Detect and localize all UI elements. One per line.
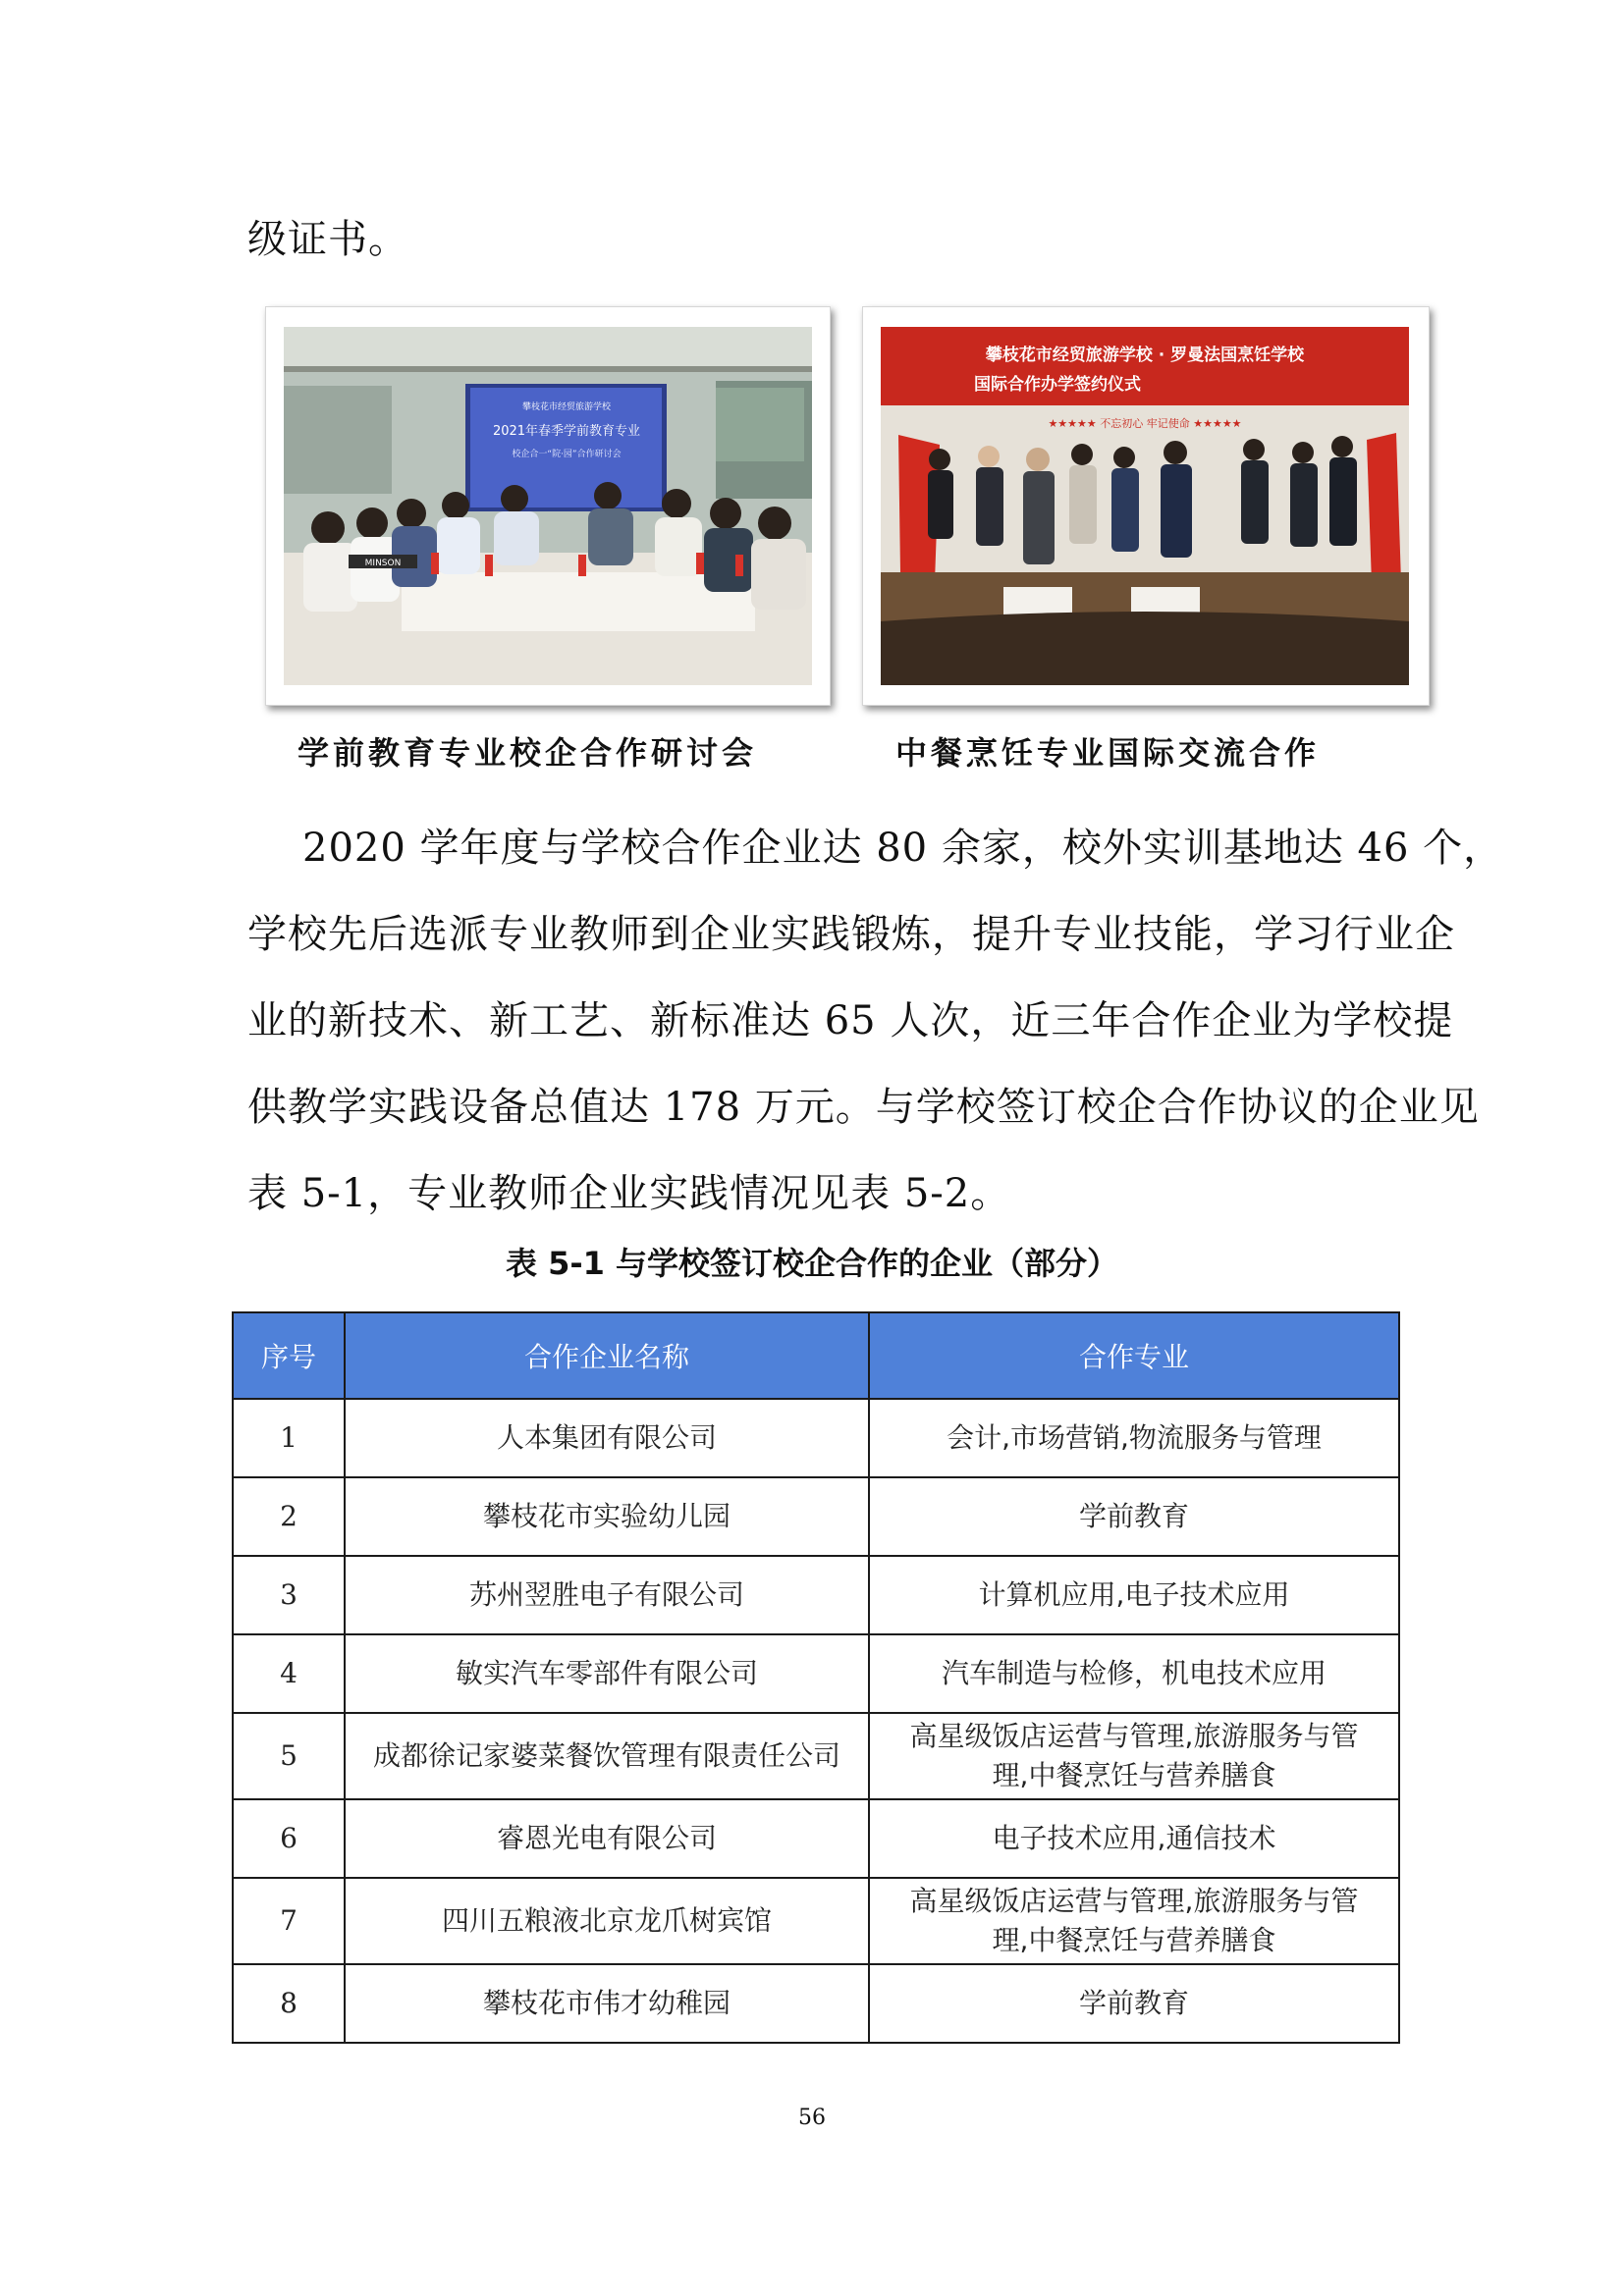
header-serial-number: 序号 (233, 1312, 345, 1399)
table-title: 表 5-1 与学校签订校企合作的企业（部分） (505, 1245, 1119, 1282)
cell-serial-number: 8 (233, 1964, 345, 2043)
cell-enterprise-name: 人本集团有限公司 (345, 1399, 869, 1477)
cell-cooperation-major (869, 1713, 1399, 1799)
signing-ceremony-photo (862, 306, 1430, 706)
cell-serial-number: 4 (233, 1634, 345, 1713)
table-header-row (233, 1312, 1399, 1399)
paragraph-line: 学校先后选派专业教师到企业实践锻炼，提升专业技能，学习行业企 (247, 912, 1455, 957)
cell-cooperation-major: 学前教育 (869, 1964, 1399, 2043)
carry-over-text: 级证书。 (247, 217, 408, 262)
cell-major-line: 理,中餐烹饪与营养膳食 (992, 1924, 1276, 1956)
cell-cooperation-major: 学前教育 (869, 1477, 1399, 1556)
ceremony-wall-slogan: ★★★★★ 不忘初心 牢记使命 ★★★★★ (1048, 417, 1242, 430)
cell-enterprise-name: 敏实汽车零部件有限公司 (345, 1634, 869, 1713)
table-row (233, 1964, 1399, 2043)
seminar-screen-line3: 校企合一“院·园”合作研讨会 (512, 450, 622, 459)
page-number: 56 (798, 2106, 826, 2130)
table-row (233, 1399, 1399, 1477)
cell-enterprise-name: 四川五粮液北京龙爪树宾馆 (345, 1878, 869, 1964)
table-row (233, 1799, 1399, 1878)
seminar-photo (265, 306, 831, 706)
paragraph-line: 供教学实践设备总值达 178 万元。与学校签订校企合作协议的企业见 (247, 1085, 1480, 1130)
cell-enterprise-name: 攀枝花市实验幼儿园 (345, 1477, 869, 1556)
photo-caption-ceremony: 中餐烹饪专业国际交流合作 (895, 734, 1321, 772)
seminar-screen-line2: 2021年春季学前教育专业 (492, 424, 641, 439)
header-enterprise-name: 合作企业名称 (345, 1312, 869, 1399)
table-row (233, 1878, 1399, 1964)
cell-major-line: 高星级饭店运营与管理,旅游服务与管 (909, 1720, 1359, 1752)
ceremony-banner-line2: 国际合作办学签约仪式 (974, 375, 1141, 395)
photo-caption-seminar: 学前教育专业校企合作研讨会 (298, 734, 758, 772)
cell-serial-number: 2 (233, 1477, 345, 1556)
cooperation-enterprise-table (232, 1311, 1400, 2044)
paragraph-line: 2020 学年度与学校合作企业达 80 余家，校外实训基地达 46 个， (302, 826, 1504, 871)
body-paragraph (247, 805, 1504, 1237)
cell-serial-number: 5 (233, 1713, 345, 1799)
cell-enterprise-name: 苏州翌胜电子有限公司 (345, 1556, 869, 1634)
seminar-desk-sign: MINSON (364, 559, 402, 568)
cell-serial-number: 6 (233, 1799, 345, 1878)
seminar-screen-line1: 攀枝花市经贸旅游学校 (521, 402, 612, 412)
table-row (233, 1556, 1399, 1634)
cell-serial-number: 7 (233, 1878, 345, 1964)
table-row (233, 1634, 1399, 1713)
paragraph-line: 业的新技术、新工艺、新标准达 65 人次，近三年合作企业为学校提 (247, 998, 1454, 1043)
cell-enterprise-name: 成都徐记家婆菜餐饮管理有限责任公司 (345, 1713, 869, 1799)
cell-enterprise-name: 攀枝花市伟才幼稚园 (345, 1964, 869, 2043)
cell-cooperation-major: 汽车制造与检修，机电技术应用 (869, 1634, 1399, 1713)
cell-serial-number: 1 (233, 1399, 345, 1477)
cell-enterprise-name: 睿恩光电有限公司 (345, 1799, 869, 1878)
cell-major-line: 高星级饭店运营与管理,旅游服务与管 (909, 1885, 1359, 1917)
cell-cooperation-major (869, 1878, 1399, 1964)
cell-cooperation-major: 计算机应用,电子技术应用 (869, 1556, 1399, 1634)
cell-major-line: 理,中餐烹饪与营养膳食 (992, 1759, 1276, 1791)
cell-cooperation-major: 会计,市场营销,物流服务与管理 (869, 1399, 1399, 1477)
table-row (233, 1477, 1399, 1556)
cell-serial-number: 3 (233, 1556, 345, 1634)
paragraph-line: 表 5-1，专业教师企业实践情况见表 5-2。 (247, 1171, 1011, 1216)
table-row (233, 1713, 1399, 1799)
cell-cooperation-major: 电子技术应用,通信技术 (869, 1799, 1399, 1878)
header-cooperation-major: 合作专业 (869, 1312, 1399, 1399)
ceremony-banner-line1: 攀枝花市经贸旅游学校 · 罗曼法国烹饪学校 (985, 346, 1305, 365)
